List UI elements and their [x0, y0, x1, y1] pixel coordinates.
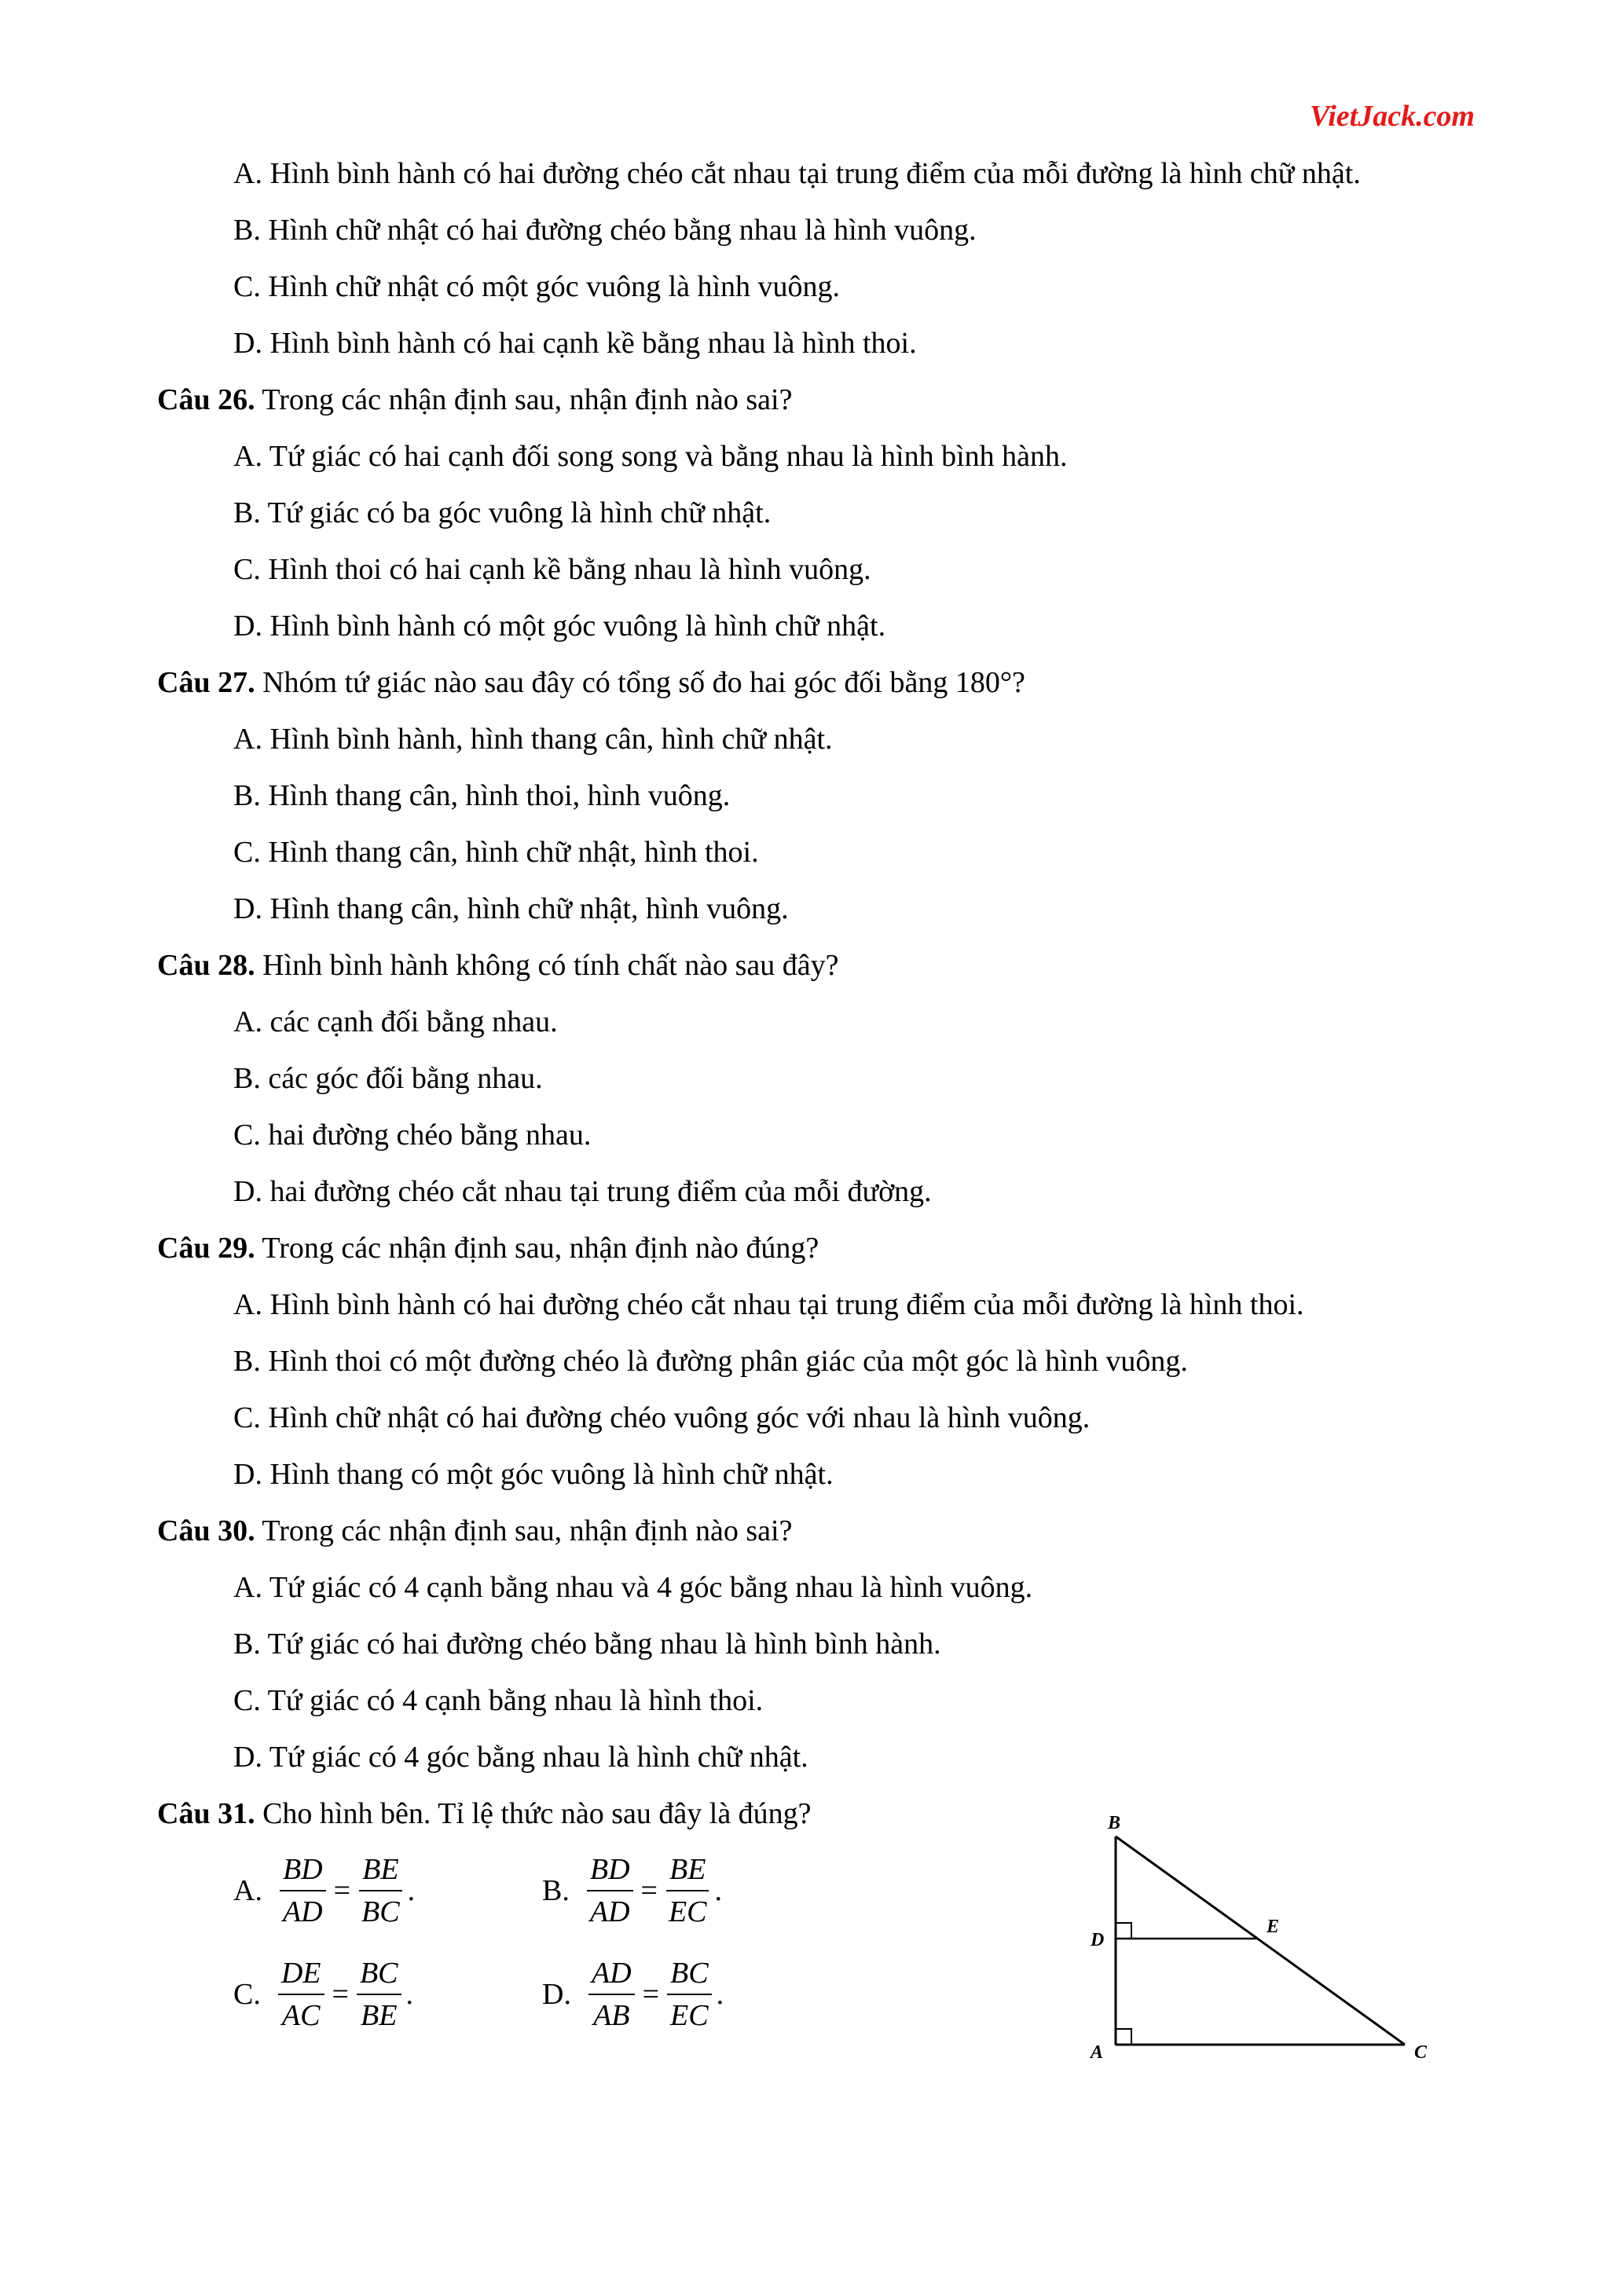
- question-text: Nhóm tứ giác nào sau đây có tổng số đo hai góc đối bằng 180°?: [255, 666, 1025, 699]
- question-30: [157, 1513, 792, 1549]
- denominator: EC: [668, 1895, 707, 1928]
- equals-sign: =: [333, 1874, 351, 1907]
- denominator: AC: [281, 1999, 321, 2032]
- q26-option-b: B. Tứ giác có ba góc vuông là hình chữ nhật.: [233, 496, 772, 529]
- denominator: BC: [361, 1895, 400, 1928]
- option-label: C.: [233, 1978, 261, 2011]
- intro-option-a: A. Hình bình hành có hai đường chéo cắt nhau tại trung điểm của mỗi đường là hình chữ nhật.: [233, 157, 1361, 190]
- q29-option-c: C. Hình chữ nhật có hai đường chéo vuông góc với nhau là hình vuông.: [233, 1401, 1091, 1434]
- question-29: [157, 1230, 819, 1266]
- numerator: BD: [280, 1852, 326, 1891]
- q28-option-d: D. hai đường chéo cắt nhau tại trung điểm của mỗi đường.: [233, 1175, 932, 1208]
- question-number: Câu 26.: [157, 383, 255, 416]
- label-e: E: [1267, 1917, 1280, 1937]
- q27-option-b: B. Hình thang cân, hình thoi, hình vuông.: [233, 779, 731, 812]
- question-number: Câu 28.: [157, 949, 255, 982]
- q28-option-a: A. các cạnh đối bằng nhau.: [233, 1005, 558, 1038]
- fraction-left: [588, 1956, 635, 2033]
- q30-option-c: C. Tứ giác có 4 cạnh bằng nhau là hình thoi.: [233, 1684, 764, 1717]
- brand-logo-text: VietJack.com: [1309, 100, 1475, 133]
- numerator: BE: [666, 1852, 709, 1891]
- q31-option-d: [542, 1956, 724, 2033]
- q27-option-d: D. Hình thang cân, hình chữ nhật, hình vuông.: [233, 892, 789, 925]
- right-angle-mark-d: [1116, 1923, 1131, 1939]
- numerator: DE: [278, 1956, 324, 1995]
- q30-option-b: B. Tứ giác có hai đường chéo bằng nhau là hình bình hành.: [233, 1628, 941, 1661]
- equals-sign: =: [332, 1978, 349, 2011]
- q28-option-c: C. hai đường chéo bằng nhau.: [233, 1119, 592, 1152]
- label-d: D: [1091, 1930, 1105, 1950]
- option-label: D.: [542, 1978, 571, 2011]
- fraction-right: [357, 1956, 401, 2033]
- equals-sign: =: [640, 1874, 658, 1907]
- q28-option-b: B. các góc đối bằng nhau.: [233, 1062, 543, 1095]
- numerator: AD: [588, 1956, 635, 1995]
- denominator: AD: [589, 1895, 630, 1928]
- question-text: Hình bình hành không có tính chất nào sau đây?: [255, 949, 839, 982]
- q26-option-d: D. Hình bình hành có một góc vuông là hình chữ nhật.: [233, 610, 886, 643]
- label-b: B: [1108, 1813, 1121, 1833]
- q27-option-c: C. Hình thang cân, hình chữ nhật, hình thoi.: [233, 836, 759, 869]
- numerator: BC: [357, 1956, 401, 1995]
- fraction-left: [278, 1956, 324, 2033]
- triangle-figure: [1069, 1807, 1461, 2074]
- q31-option-b: [542, 1852, 722, 1929]
- intro-option-b: B. Hình chữ nhật có hai đường chéo bằng nhau là hình vuông.: [233, 214, 977, 247]
- equals-sign: =: [642, 1978, 660, 2011]
- question-number: Câu 31.: [157, 1797, 255, 1830]
- fraction-left: [587, 1852, 633, 1929]
- denominator: AD: [282, 1895, 323, 1928]
- q31-option-a: [233, 1852, 415, 1929]
- numerator: BE: [359, 1852, 401, 1891]
- fraction-right: [665, 1852, 710, 1929]
- q30-option-a: A. Tứ giác có 4 cạnh bằng nhau và 4 góc bằng nhau là hình vuông.: [233, 1571, 1033, 1604]
- fraction-right: [667, 1956, 712, 2033]
- question-text: Trong các nhận định sau, nhận định nào đúng?: [255, 1232, 819, 1265]
- question-number: Câu 27.: [157, 666, 255, 699]
- question-28: [157, 947, 839, 983]
- q26-option-a: A. Tứ giác có hai cạnh đối song song và bằng nhau là hình bình hành.: [233, 440, 1068, 473]
- denominator: AB: [593, 1999, 630, 2032]
- q29-option-a: A. Hình bình hành có hai đường chéo cắt nhau tại trung điểm của mỗi đường là hình thoi.: [233, 1288, 1304, 1321]
- question-text: Trong các nhận định sau, nhận định nào sai?: [255, 383, 793, 416]
- right-angle-mark-a: [1116, 2029, 1131, 2045]
- denominator: BE: [361, 1999, 398, 2032]
- option-label: A.: [233, 1874, 262, 1907]
- option-label: B.: [542, 1874, 570, 1907]
- q29-option-d: D. Hình thang có một góc vuông là hình chữ nhật.: [233, 1458, 834, 1491]
- fraction-right: [358, 1852, 403, 1929]
- q26-option-c: C. Hình thoi có hai cạnh kề bằng nhau là hình vuông.: [233, 553, 871, 586]
- q27-option-a: A. Hình bình hành, hình thang cân, hình chữ nhật.: [233, 723, 833, 756]
- question-31: [157, 1796, 812, 1832]
- question-27: [157, 665, 1025, 701]
- intro-option-d: D. Hình bình hành có hai cạnh kề bằng nhau là hình thoi.: [233, 327, 917, 360]
- denominator: EC: [670, 1999, 709, 2032]
- period: .: [405, 1978, 414, 2011]
- question-26: [157, 382, 792, 418]
- segment-bc: [1116, 1836, 1405, 2045]
- label-a: A: [1091, 2042, 1104, 2063]
- question-text: Trong các nhận định sau, nhận định nào sai?: [255, 1514, 793, 1547]
- question-number: Câu 30.: [157, 1514, 255, 1547]
- fraction-left: [280, 1852, 326, 1929]
- numerator: BD: [587, 1852, 633, 1891]
- q30-option-d: D. Tứ giác có 4 góc bằng nhau là hình chữ nhật.: [233, 1741, 808, 1774]
- label-c: C: [1414, 2042, 1428, 2063]
- q29-option-b: B. Hình thoi có một đường chéo là đường phân giác của một góc là hình vuông.: [233, 1345, 1188, 1378]
- numerator: BC: [667, 1956, 712, 1995]
- question-number: Câu 29.: [157, 1232, 255, 1265]
- question-text: Cho hình bên. Tỉ lệ thức nào sau đây là đúng?: [255, 1797, 812, 1830]
- period: .: [716, 1978, 724, 2011]
- period: .: [714, 1874, 723, 1907]
- q31-option-c: [233, 1956, 413, 2033]
- period: .: [407, 1874, 416, 1907]
- intro-option-c: C. Hình chữ nhật có một góc vuông là hình vuông.: [233, 270, 841, 303]
